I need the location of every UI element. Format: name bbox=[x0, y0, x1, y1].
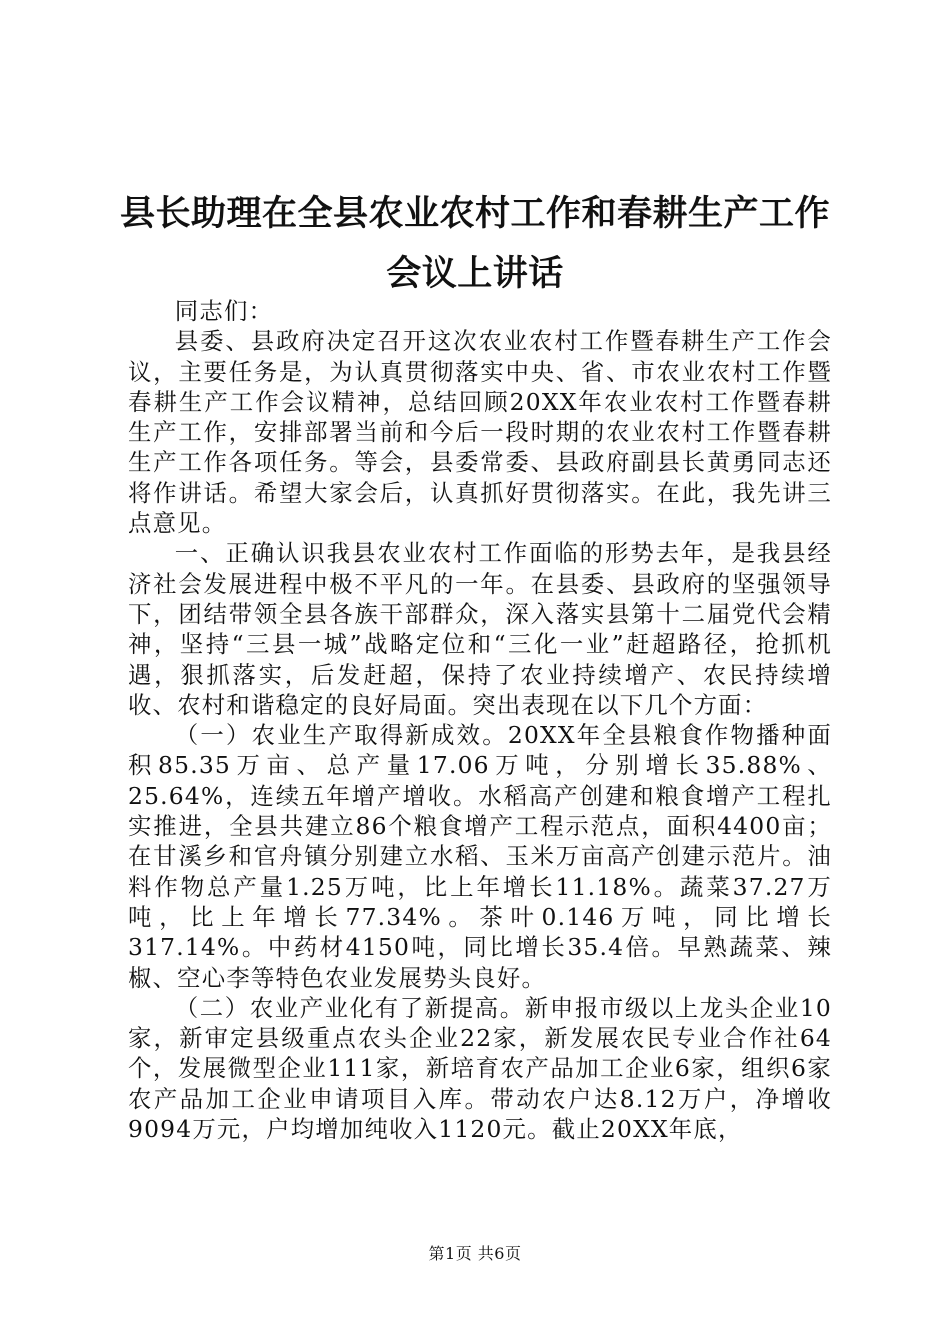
paragraph-intro: 县委、县政府决定召开这次农业农村工作暨春耕生产工作会议，主要任务是，为认真贯彻落实中央、省、市农业农村工作暨春耕生产工作会议精神，总结回顾20XX年农业农村工作暨春耕生产工作，安排部署当前和今后一段时期的农业农村工作暨春耕生产工作各项任务。等会，县委常委、县政府副县长黄勇同志还将作讲话。希望大家会后，认真抓好贯彻落实。在此，我先讲三点意见。 bbox=[128, 327, 832, 538]
paragraph-section-1: 一、正确认识我县农业农村工作面临的形势去年，是我县经济社会发展进程中极不平凡的一年。在县委、县政府的坚强领导下，团结带领全县各族干部群众，深入落实县第十二届党代会精神，坚持“三县一城”战略定位和“三化一业”赶超路径，抢抓机遇，狠抓落实，后发赶超，保持了农业持续增产、农民持续增收、农村和谐稳定的良好局面。突出表现在以下几个方面： bbox=[128, 539, 832, 719]
title-line-2: 会议上讲话 bbox=[386, 254, 564, 294]
page-number: 第1页 共6页 bbox=[428, 1244, 522, 1263]
paragraph-agriculture-industrialization: （二）农业产业化有了新提高。新申报市级以上龙头企业10家，新审定县级重点农头企业22家，新发展农民专业合作社64个，发展微型企业111家，新培育农产品加工企业6家，组织6家农产品加工企业申请项目入库。带动农户达8.12万户，净增收9094万元，户均增加纯收入1120元。截止20XX年底， bbox=[128, 993, 832, 1144]
salutation: 同志们： bbox=[174, 297, 274, 325]
title-line-1: 县长助理在全县农业农村工作和春耕生产工作 bbox=[119, 194, 830, 234]
document-body bbox=[128, 296, 832, 1144]
paragraph-agriculture-production: （一）农业生产取得新成效。20XX年全县粮食作物播种面积85.35万亩、总产量17.06万吨，分别增长35.88%、25.64%，连续五年增产增收。水稻高产创建和粮食增产工程扎实推进，全县共建立86个粮食增产工程示范点，面积4400亩；在甘溪乡和官舟镇分别建立水稻、玉米万亩高产创建示范片。油料作物总产量1.25万吨，比上年增长11.18%。蔬菜37.27万吨，比上年增长77.34%。茶叶0.146万吨，同比增长317.14%。中药材4150吨，同比增长35.4倍。早熟蔬菜、辣椒、空心李等特色农业发展势头良好。 bbox=[128, 721, 832, 992]
document-title bbox=[100, 184, 850, 304]
page-footer bbox=[0, 1244, 950, 1264]
